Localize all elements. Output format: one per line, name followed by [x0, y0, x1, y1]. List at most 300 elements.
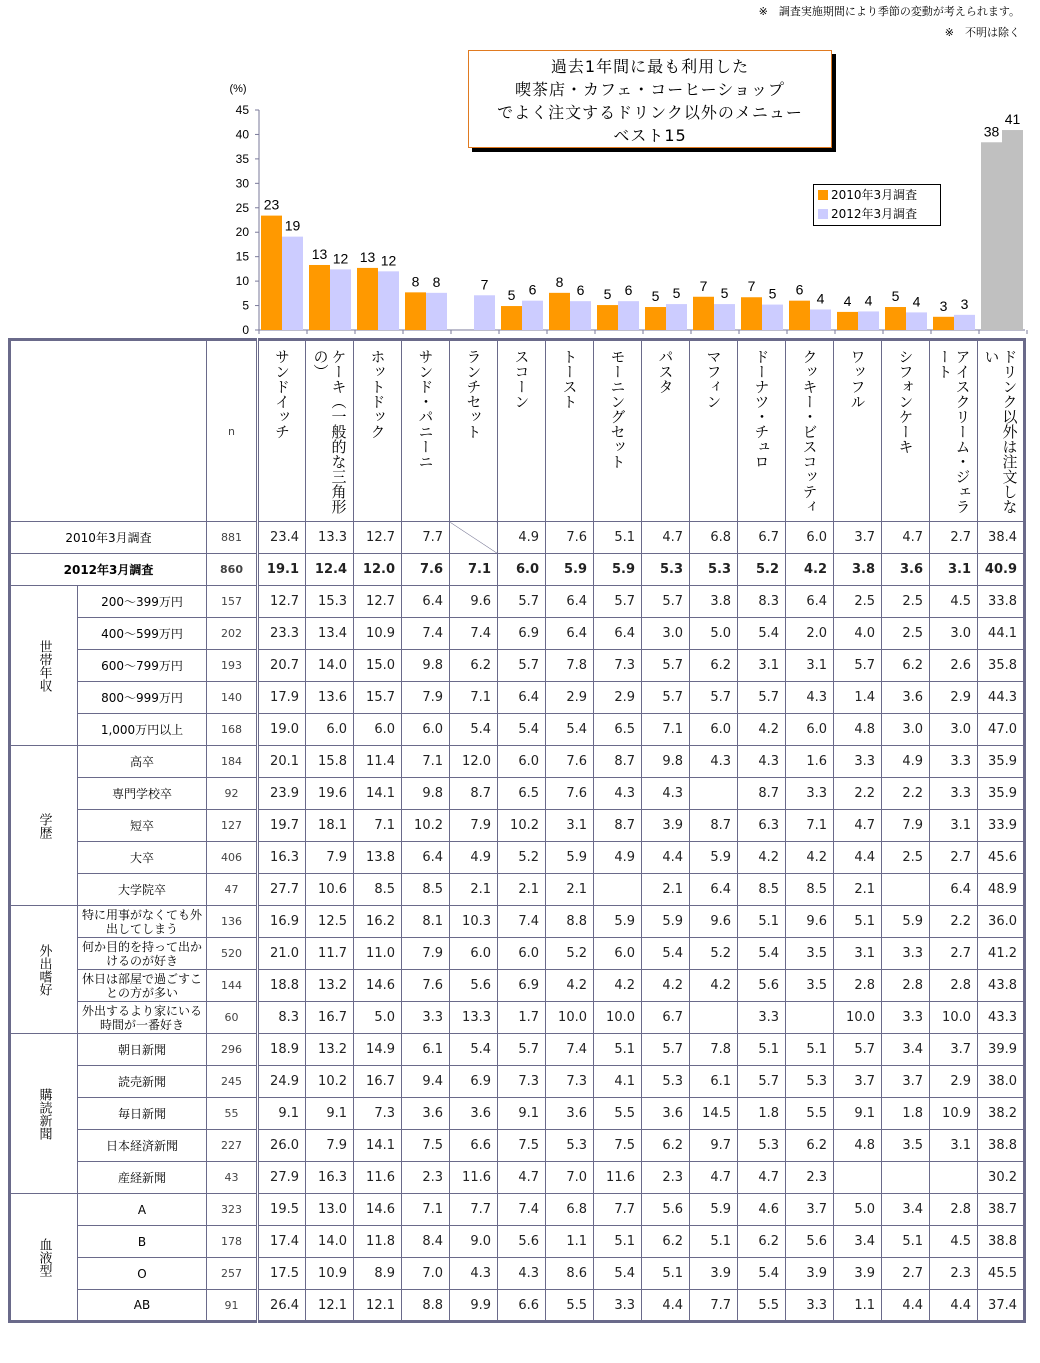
table-cell: 13.4 [306, 618, 354, 650]
table-cell: 6.7 [738, 522, 786, 554]
table-cell: 15.0 [354, 650, 402, 682]
table-cell: 6.9 [450, 1066, 498, 1098]
table-cell: 38.2 [978, 1098, 1025, 1130]
header-blank [10, 340, 207, 522]
table-cell: 4.3 [786, 682, 834, 714]
table-cell: 2.1 [834, 874, 882, 906]
table-cell: 14.6 [354, 970, 402, 1002]
row-label: 外出するより家にいる時間が一番好き [78, 1002, 207, 1034]
table-cell: 5.9 [690, 1194, 738, 1226]
table-cell: 5.3 [642, 1066, 690, 1098]
table-cell: 13.0 [306, 1194, 354, 1226]
y-tick-label: 30 [235, 176, 249, 191]
table-cell: 4.9 [882, 746, 930, 778]
row-label: 800～999万円 [78, 682, 207, 714]
table-row [10, 1226, 1025, 1258]
table-cell: 38.8 [978, 1130, 1025, 1162]
row-n: 157 [207, 586, 258, 618]
row-n: 227 [207, 1130, 258, 1162]
bar-value-label: 5 [891, 288, 900, 305]
table-cell: 20.7 [258, 650, 306, 682]
table-cell: 6.2 [690, 650, 738, 682]
table-cell: 3.6 [402, 1098, 450, 1130]
bar-value-label: 12 [380, 252, 397, 269]
table-cell [786, 1002, 834, 1034]
table-cell: 6.4 [594, 618, 642, 650]
table-cell: 7.9 [402, 938, 450, 970]
bar-2010 [789, 301, 810, 330]
table-cell: 7.6 [546, 746, 594, 778]
table-row [10, 586, 1025, 618]
bar-value-label: 5 [651, 288, 660, 305]
table-cell: 33.9 [978, 810, 1025, 842]
column-header [354, 340, 402, 522]
table-cell: 2.7 [930, 522, 978, 554]
table-cell: 10.9 [306, 1258, 354, 1290]
row-n: 91 [207, 1290, 258, 1322]
table-cell: 8.8 [402, 1290, 450, 1322]
table-cell: 4.2 [738, 714, 786, 746]
table-cell: 18.1 [306, 810, 354, 842]
row-n: 202 [207, 618, 258, 650]
group-label: 世帯年収 [10, 586, 78, 746]
chart-title-line: でよく注文するドリンク以外のメニュー [497, 103, 803, 122]
table-cell: 8.8 [546, 906, 594, 938]
row-n: 860 [207, 554, 258, 586]
table-cell: 6.2 [738, 1226, 786, 1258]
table-cell: 26.0 [258, 1130, 306, 1162]
table-cell: 6.4 [402, 842, 450, 874]
bar-2010 [933, 317, 954, 330]
table-cell: 26.4 [258, 1290, 306, 1322]
table-cell: 5.5 [738, 1290, 786, 1322]
table-row [10, 714, 1025, 746]
table-cell: 4.7 [834, 810, 882, 842]
table-cell: 4.2 [786, 554, 834, 586]
row-label: 毎日新聞 [78, 1098, 207, 1130]
table-cell: 9.6 [690, 906, 738, 938]
table-cell: 5.6 [498, 1226, 546, 1258]
table-cell: 6.1 [690, 1066, 738, 1098]
table-cell [930, 1162, 978, 1194]
column-header-label: マフィン [704, 349, 723, 409]
table-cell: 15.8 [306, 746, 354, 778]
table-cell: 4.2 [738, 842, 786, 874]
table-row [10, 1034, 1025, 1066]
table-row [10, 618, 1025, 650]
y-axis-label: (%) [229, 83, 247, 95]
column-header [450, 340, 498, 522]
table-cell: 24.9 [258, 1066, 306, 1098]
table-cell: 8.7 [690, 810, 738, 842]
table-cell: 5.1 [738, 906, 786, 938]
table-cell: 35.9 [978, 778, 1025, 810]
table-cell: 5.1 [882, 1226, 930, 1258]
bar-2010 [741, 297, 762, 330]
row-label: 特に用事がなくても外出してしまう [78, 906, 207, 938]
table-cell: 2.3 [786, 1162, 834, 1194]
table-cell: 7.6 [546, 522, 594, 554]
legend-item-2010 [814, 185, 940, 204]
row-label: 専門学校卒 [78, 778, 207, 810]
table-row [10, 810, 1025, 842]
table-cell: 5.1 [594, 1226, 642, 1258]
table-cell: 19.1 [258, 554, 306, 586]
row-n: 43 [207, 1162, 258, 1194]
table-cell: 7.9 [306, 1130, 354, 1162]
table-cell: 4.2 [786, 842, 834, 874]
table-cell: 10.6 [306, 874, 354, 906]
table-cell [594, 874, 642, 906]
table-cell: 2.1 [546, 874, 594, 906]
table-cell: 7.5 [594, 1130, 642, 1162]
table-cell: 2.9 [546, 682, 594, 714]
table-cell: 3.1 [834, 938, 882, 970]
table-cell: 3.0 [930, 714, 978, 746]
table-cell: 6.5 [498, 778, 546, 810]
table-cell: 5.9 [546, 842, 594, 874]
row-label: 産経新聞 [78, 1162, 207, 1194]
table-cell: 5.3 [642, 554, 690, 586]
group-label: 購読新聞 [10, 1034, 78, 1194]
table-cell: 6.6 [450, 1130, 498, 1162]
table-cell: 38.4 [978, 522, 1025, 554]
table-cell: 48.9 [978, 874, 1025, 906]
table-cell: 11.6 [354, 1162, 402, 1194]
table-cell: 1.4 [834, 682, 882, 714]
table-cell: 6.8 [546, 1194, 594, 1226]
table-cell: 7.1 [786, 810, 834, 842]
table-cell: 3.4 [882, 1034, 930, 1066]
table-cell: 5.1 [690, 1226, 738, 1258]
table-cell: 5.0 [834, 1194, 882, 1226]
table-cell: 45.5 [978, 1258, 1025, 1290]
table-cell: 3.5 [882, 1130, 930, 1162]
row-n: 55 [207, 1098, 258, 1130]
table-cell: 5.1 [786, 1034, 834, 1066]
table-cell: 3.1 [738, 650, 786, 682]
header-n: n [207, 340, 258, 522]
table-cell: 3.9 [834, 1258, 882, 1290]
table-cell: 14.0 [306, 1226, 354, 1258]
legend-swatch [818, 209, 828, 219]
table-cell: 3.3 [786, 778, 834, 810]
table-cell: 6.4 [498, 682, 546, 714]
table-cell: 4.2 [642, 970, 690, 1002]
table-cell: 5.4 [738, 938, 786, 970]
table-cell: 12.4 [306, 554, 354, 586]
table-cell: 7.7 [450, 1194, 498, 1226]
group-label: 外出嗜好 [10, 906, 78, 1034]
table-cell: 13.3 [306, 522, 354, 554]
table-cell: 5.5 [786, 1098, 834, 1130]
table-cell: 38.8 [978, 1226, 1025, 1258]
table-cell: 10.3 [450, 906, 498, 938]
summary-row [10, 522, 1025, 554]
table-cell: 35.9 [978, 746, 1025, 778]
y-tick-label: 40 [235, 127, 249, 142]
table-cell: 3.3 [594, 1290, 642, 1322]
table-cell: 3.7 [930, 1034, 978, 1066]
table-cell: 16.9 [258, 906, 306, 938]
table-cell: 7.7 [402, 522, 450, 554]
table-cell: 13.2 [306, 1034, 354, 1066]
row-n: 168 [207, 714, 258, 746]
column-header [738, 340, 786, 522]
table-cell: 1.1 [834, 1290, 882, 1322]
bar-2012 [714, 304, 735, 330]
table-cell: 15.3 [306, 586, 354, 618]
table-cell: 8.3 [738, 586, 786, 618]
bar-value-label: 4 [912, 293, 921, 310]
table-cell: 5.9 [546, 554, 594, 586]
bar-value-label: 23 [263, 196, 280, 213]
table-cell: 5.2 [546, 938, 594, 970]
table-cell: 6.0 [306, 714, 354, 746]
table-cell: 11.8 [354, 1226, 402, 1258]
table-cell: 45.6 [978, 842, 1025, 874]
table-cell: 5.2 [498, 842, 546, 874]
table-cell: 2.5 [882, 842, 930, 874]
table-cell: 7.6 [546, 778, 594, 810]
bar-2012 [570, 301, 591, 330]
table-cell: 10.0 [834, 1002, 882, 1034]
bar-value-label: 7 [747, 278, 756, 295]
row-n: 140 [207, 682, 258, 714]
table-cell: 17.9 [258, 682, 306, 714]
table-cell: 4.9 [594, 842, 642, 874]
table-cell: 2.8 [834, 970, 882, 1002]
table-cell: 7.9 [450, 810, 498, 842]
bar-2010 [261, 216, 282, 330]
table-cell: 3.3 [930, 778, 978, 810]
column-header [306, 340, 354, 522]
bar-2012 [906, 312, 927, 330]
table-cell: 4.4 [882, 1290, 930, 1322]
column-header-label: モーニングセット [608, 349, 627, 469]
column-header [594, 340, 642, 522]
table-cell: 8.4 [402, 1226, 450, 1258]
table-cell: 2.5 [882, 586, 930, 618]
table-cell: 4.5 [930, 586, 978, 618]
table-cell: 8.5 [738, 874, 786, 906]
table-cell: 3.7 [834, 1066, 882, 1098]
table-cell: 2.3 [642, 1162, 690, 1194]
table-cell: 2.8 [930, 970, 978, 1002]
table-cell: 5.6 [786, 1226, 834, 1258]
table-cell: 5.3 [786, 1066, 834, 1098]
table-cell: 5.7 [642, 650, 690, 682]
table-cell: 11.4 [354, 746, 402, 778]
bar-2012 [858, 311, 879, 330]
bar-2012 [762, 305, 783, 330]
table-cell: 2.6 [930, 650, 978, 682]
table-cell: 44.1 [978, 618, 1025, 650]
table-cell: 19.0 [258, 714, 306, 746]
column-header-label: ランチセット [464, 349, 483, 439]
table-cell: 7.6 [402, 970, 450, 1002]
table-cell: 8.9 [354, 1258, 402, 1290]
table-cell: 4.8 [834, 1130, 882, 1162]
table-cell: 4.1 [594, 1066, 642, 1098]
table-cell: 47.0 [978, 714, 1025, 746]
table-cell: 7.3 [546, 1066, 594, 1098]
table-cell: 5.9 [882, 906, 930, 938]
table-cell: 14.1 [354, 778, 402, 810]
bar-2012 [522, 301, 543, 330]
table-cell: 7.9 [306, 842, 354, 874]
row-label: 何か目的を持って出かけるのが好き [78, 938, 207, 970]
bar-value-label: 7 [699, 277, 708, 294]
row-n: 184 [207, 746, 258, 778]
y-tick-label: 35 [235, 151, 249, 166]
table-cell: 40.9 [978, 554, 1025, 586]
table-cell: 7.7 [690, 1290, 738, 1322]
table-cell: 4.7 [690, 1162, 738, 1194]
table-row [10, 1130, 1025, 1162]
table-row [10, 842, 1025, 874]
table-cell: 3.5 [786, 938, 834, 970]
table-cell: 4.5 [930, 1226, 978, 1258]
table-cell: 13.2 [306, 970, 354, 1002]
chart-title [468, 50, 832, 148]
table-cell: 5.7 [498, 586, 546, 618]
row-n: 406 [207, 842, 258, 874]
table-cell: 6.0 [690, 714, 738, 746]
table-cell: 9.4 [402, 1066, 450, 1098]
table-cell: 12.1 [306, 1290, 354, 1322]
column-header [546, 340, 594, 522]
bar-2010 [309, 265, 330, 330]
table-cell: 6.9 [498, 618, 546, 650]
table-cell: 9.6 [450, 586, 498, 618]
group-label: 血液型 [10, 1194, 78, 1322]
table-cell: 3.9 [690, 1258, 738, 1290]
bar-value-label: 19 [284, 217, 301, 234]
table-cell: 7.3 [594, 650, 642, 682]
table-cell: 7.3 [498, 1066, 546, 1098]
table-cell [882, 874, 930, 906]
bar-value-label: 3 [960, 295, 969, 312]
table-row [10, 1002, 1025, 1034]
row-n: 520 [207, 938, 258, 970]
table-cell: 12.7 [354, 586, 402, 618]
table-cell: 5.7 [642, 586, 690, 618]
bar-value-label: 41 [1004, 111, 1021, 128]
table-cell: 4.3 [690, 746, 738, 778]
table-cell: 2.9 [594, 682, 642, 714]
table-cell: 3.3 [786, 1290, 834, 1322]
table-cell: 8.7 [594, 746, 642, 778]
table-cell: 6.0 [498, 746, 546, 778]
y-tick-label: 0 [242, 323, 249, 337]
table-cell: 27.9 [258, 1162, 306, 1194]
table-cell: 3.8 [690, 586, 738, 618]
y-tick-label: 15 [235, 249, 249, 264]
row-label: AB [78, 1290, 207, 1322]
table-cell: 2.2 [834, 778, 882, 810]
table-cell: 5.7 [738, 682, 786, 714]
column-header [498, 340, 546, 522]
column-header [690, 340, 738, 522]
bar-value-label: 13 [311, 245, 328, 262]
table-cell: 7.0 [546, 1162, 594, 1194]
table-cell: 12.7 [258, 586, 306, 618]
chart-legend [813, 184, 941, 226]
table-cell: 41.2 [978, 938, 1025, 970]
table-row [10, 1290, 1025, 1322]
table-cell: 5.7 [642, 682, 690, 714]
row-label: B [78, 1226, 207, 1258]
row-label: 日本経済新聞 [78, 1130, 207, 1162]
table-cell: 7.8 [690, 1034, 738, 1066]
row-label: 大卒 [78, 842, 207, 874]
table-cell: 7.4 [546, 1034, 594, 1066]
table-cell: 7.4 [402, 618, 450, 650]
table-cell: 6.7 [642, 1002, 690, 1034]
bar-2012 [426, 293, 447, 330]
table-cell: 8.6 [546, 1258, 594, 1290]
table-row [10, 778, 1025, 810]
bar-2012 [330, 269, 351, 330]
row-n: 881 [207, 522, 258, 554]
table-cell [834, 1162, 882, 1194]
table-cell: 7.8 [546, 650, 594, 682]
table-cell: 15.7 [354, 682, 402, 714]
table-cell: 20.1 [258, 746, 306, 778]
row-label: 600～799万円 [78, 650, 207, 682]
table-cell: 12.0 [354, 554, 402, 586]
table-cell: 1.7 [498, 1002, 546, 1034]
table-cell: 7.1 [354, 810, 402, 842]
bar-2012 [810, 309, 831, 330]
table-cell: 5.9 [690, 842, 738, 874]
row-label: 朝日新聞 [78, 1034, 207, 1066]
table-cell: 23.3 [258, 618, 306, 650]
table-cell: 9.1 [258, 1098, 306, 1130]
table-cell: 4.7 [498, 1162, 546, 1194]
table-cell: 1.6 [786, 746, 834, 778]
row-n: 296 [207, 1034, 258, 1066]
table-row [10, 970, 1025, 1002]
column-header-label: ホットドック [368, 349, 387, 439]
bar-value-label: 5 [672, 285, 681, 302]
table-cell: 13.3 [450, 1002, 498, 1034]
column-header-label: シフォンケーキ [896, 349, 915, 454]
table-cell: 11.6 [594, 1162, 642, 1194]
table-cell: 2.1 [450, 874, 498, 906]
table-cell: 6.0 [594, 938, 642, 970]
row-label: 200～399万円 [78, 586, 207, 618]
table-cell: 6.0 [354, 714, 402, 746]
table-cell: 12.7 [354, 522, 402, 554]
table-cell: 6.2 [882, 650, 930, 682]
column-header-label: ドリンク以外は注文しない [982, 349, 1019, 514]
bar-value-label: 7 [480, 276, 489, 293]
table-cell: 7.4 [498, 906, 546, 938]
table-cell: 6.4 [402, 586, 450, 618]
table-cell: 27.7 [258, 874, 306, 906]
table-cell: 3.8 [834, 554, 882, 586]
table-cell: 7.1 [450, 682, 498, 714]
table-cell: 37.4 [978, 1290, 1025, 1322]
table-cell: 8.5 [354, 874, 402, 906]
table-row [10, 1066, 1025, 1098]
table-cell: 5.7 [498, 1034, 546, 1066]
table-cell: 5.1 [594, 522, 642, 554]
table-cell: 5.7 [834, 1034, 882, 1066]
row-n: 60 [207, 1002, 258, 1034]
